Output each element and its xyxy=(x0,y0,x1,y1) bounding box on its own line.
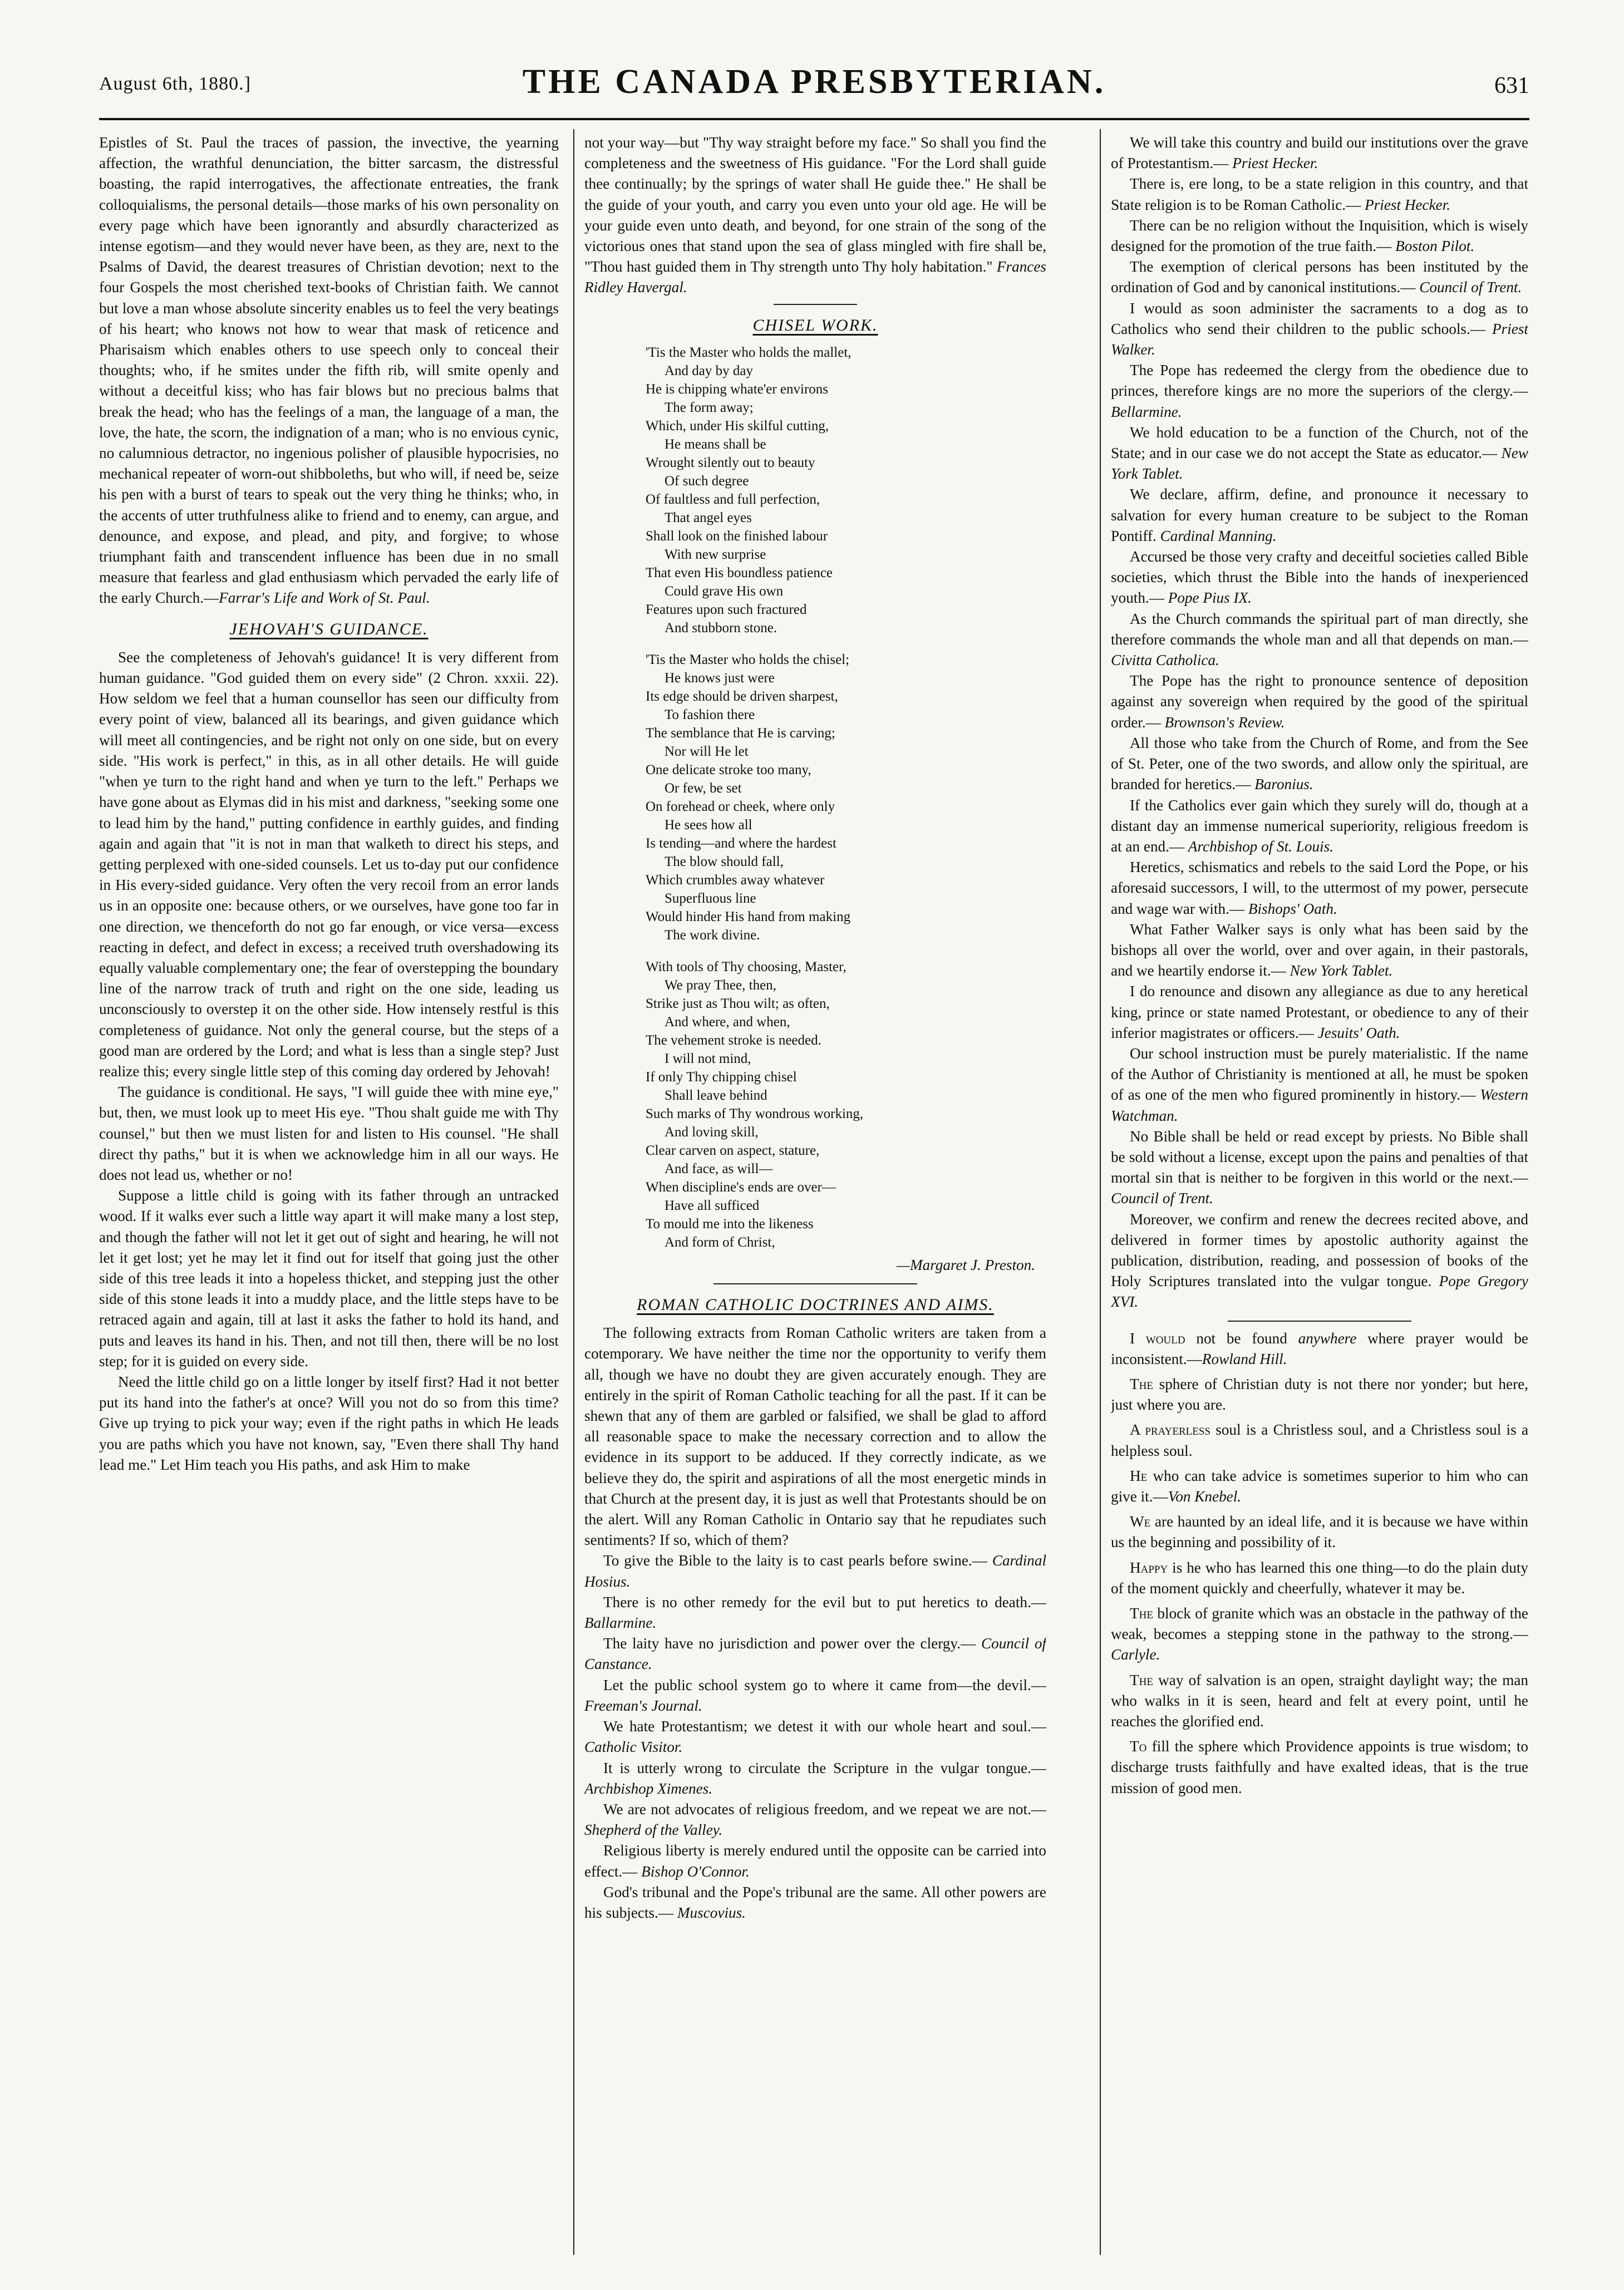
quote-paragraph: We will take this country and build our institutions over the grave of Protestantism.— Priest Hecker. xyxy=(1111,134,1528,172)
quote-paragraph: We are not advocates of religious freedom, and we repeat we are not.— Shepherd of the Valley. xyxy=(584,1800,1046,1839)
poem-line: To mould me into the likeness xyxy=(646,1216,814,1232)
column-2 xyxy=(584,132,1046,2247)
maxim-paragraph: The sphere of Christian duty is not there nor yonder; but here, just where you are. xyxy=(1111,1375,1528,1414)
quote-paragraph: What Father Walker says is only what has been said by the bishops all over the world, over and over again, in their pastorals, and we heartily endorse it.— New York Tablet. xyxy=(1111,920,1528,979)
paragraph: Suppose a little child is going with its father through an untracked wood. If it walks ever such a little way apart it will make many a lost step, and though the father will not let it get out of sight and hearing, he will not let it get lost; yet he may let it find out for itself that going just the other side of this tree leads it into a hopeless thicket, and stepping just the other side of this stone leads it into a muddy place, and the little steps have to be retraced again and again, till at last it asks the father to hold its hand, and puts and leaves its hand in his. Then, and not till then, there will be no lost step; for it is guided on every side. xyxy=(99,1187,559,1370)
section-rule xyxy=(774,304,857,305)
source-citation: Civitta Catholica. xyxy=(1111,652,1219,669)
poem-line: If only Thy chipping chisel xyxy=(646,1069,797,1085)
quote-list xyxy=(584,1550,1046,1923)
quote-paragraph: The exemption of clerical persons has been instituted by the ordination of God and by canonical institutions.— Council of Trent. xyxy=(1111,258,1528,296)
paragraph: not your way—but "Thy way straight before my face." So shall you find the completeness and the sweetness of His guidance. "For the Lord shall guide thee continually; by the springs of water shall He guide thee." He shall be the guide of your youth, and carry you even unto your old age. He will be your guide even unto death, and beyond, for one strain of the song of the victorious ones that stand upon the sea of glass mingled with fire shall be, "Thou hast guided them in Thy strength unto Thy holy habitation." Frances Ridley Havergal. xyxy=(584,134,1046,296)
quote-paragraph: All those who take from the Church of Rome, and from the See of St. Peter, one of the two swords, and allow only the spiritual, are branded for heretics.— Baronius. xyxy=(1111,734,1528,793)
quote-paragraph: We hold education to be a function of the Church, not of the State; and in our case we do not accept the State as educator.— New York Tablet. xyxy=(1111,423,1528,482)
source-citation: Shepherd of the Valley. xyxy=(584,1821,723,1839)
poem-line: He means shall be xyxy=(665,436,766,452)
source-citation: Council of Trent. xyxy=(1111,1190,1214,1207)
page-number: 631 xyxy=(1494,73,1529,99)
source-citation: Frances Ridley Havergal. xyxy=(584,258,1046,296)
poem-line: Of such degree xyxy=(665,473,749,489)
poem-line: And day by day xyxy=(665,363,753,378)
poem-line: Could grave His own xyxy=(665,583,784,599)
poem-line: We pray Thee, then, xyxy=(665,977,776,993)
poem-line: Is tending—and where the hardest xyxy=(646,835,836,851)
maxim-paragraph: The block of granite which was an obstacle in the pathway of the weak, becomes a stepping stone in the pathway to the strong.—Carlyle. xyxy=(1111,1605,1528,1663)
quote-list xyxy=(1111,132,1528,1313)
source-citation: Brownson's Review. xyxy=(1164,713,1285,731)
paragraph: See the completeness of Jehovah's guidance! It is very different from human guidance. "God guided them on every side" (2 Chron. xxxii. 22). How seldom we feel that a human counsellor has seen our difficulty from every point of view, balanced all its bearings, and given guidance which will meet all contingencies, and be right not only on one side, but on every side. "His work is perfect," in this, as in all other details. He will guide "when ye turn to the right hand and when ye turn to the left." Perhaps we have gone about as Elymas did in his mist and darkness, "seeking some one to lead him by the hand," putting confidence in earthly guides, and finding again and again that "it is not in man that walketh to direct his steps, and getting perplexed with one-sided counsels. Let us to-day put our confidence in His every-sided guidance. Very often the very recoil from an error lands us in an opposite one: because others, or we ourselves, have gone too far in one direction, we thenceforth do not go far enough, or vice versa—excess reacting in defect, and defect in excess; a received truth overshadowing its equally valuable complementary one; the fear of overstepping the boundary line of the narrow track of truth and right on the one side, leading us unconsciously to overstep it on the other side. How intensely restful is this completeness of guidance. Not only the general course, but the steps of a good man are ordered by the Lord; and what is less than a single step? Just realize this; every single little step of this coming day ordered by Jehovah! xyxy=(99,648,559,1080)
poem-line: Its edge should be driven sharpest, xyxy=(646,688,838,704)
source-citation: Pope Pius IX. xyxy=(1168,589,1252,607)
poem-line: Clear carven on aspect, stature, xyxy=(646,1142,820,1158)
poem-line: 'Tis the Master who holds the mallet, xyxy=(646,344,852,360)
source-citation: Archbishop Ximenes. xyxy=(584,1780,713,1797)
maxim-list xyxy=(1111,1328,1528,1799)
poem-line: Shall look on the finished labour xyxy=(646,528,828,544)
poem-line: The form away; xyxy=(665,400,754,415)
poem-line: And face, as will— xyxy=(665,1161,773,1176)
poem-line: And stubborn stone. xyxy=(665,620,777,636)
source-citation: Baronius. xyxy=(1254,776,1313,793)
source-citation: Cardinal Manning. xyxy=(1160,527,1277,544)
source-citation: Pope Gregory XVI. xyxy=(1111,1273,1528,1311)
maxim-paragraph: A prayerless soul is a Christless soul, and a Christless soul is a helpless soul. xyxy=(1111,1421,1528,1459)
source-citation: Catholic Visitor. xyxy=(584,1739,683,1756)
poem-line: 'Tis the Master who holds the chisel; xyxy=(646,652,850,667)
column-1 xyxy=(99,132,559,2247)
poem-line: I will not mind, xyxy=(665,1051,751,1066)
quote-paragraph: Accursed be those very crafty and deceitful societies called Bible societies, which thrust the Bible into the hands of inexperienced youth.— Pope Pius IX. xyxy=(1111,548,1528,607)
source-citation: Priest Hecker. xyxy=(1365,196,1451,213)
source-citation: New York Tablet. xyxy=(1290,962,1393,979)
section-rule xyxy=(713,1283,917,1284)
poem-line: Of faultless and full perfection, xyxy=(646,491,820,507)
source-citation: Bellarmine. xyxy=(1111,403,1182,420)
source-citation: Cardinal Hosius. xyxy=(584,1552,1046,1590)
column-3 xyxy=(1111,132,1528,2247)
poem-line: Such marks of Thy wondrous working, xyxy=(646,1106,864,1121)
section-rule xyxy=(1228,1321,1411,1322)
maxim-paragraph: The way of salvation is an open, straight daylight way; the man who walks in it is seen, heard and felt at every point, until he reaches the glorified end. xyxy=(1111,1671,1528,1730)
quote-paragraph: No Bible shall be held or read except by priests. No Bible shall be sold without a license, except upon the pains and penalties of that mortal sin that is neither to be forgiven in this world or the next.— Council of Trent. xyxy=(1111,1127,1528,1207)
article-heading: JEHOVAH'S GUIDANCE. xyxy=(229,619,429,638)
quote-paragraph: If the Catholics ever gain which they surely will do, though at a distant day an immense numerical superiority, religious freedom is at an end.— Archbishop of St. Louis. xyxy=(1111,796,1528,855)
quote-paragraph: Our school instruction must be purely materialistic. If the name of the Author of Christianity is mentioned at all, he must be spoken of as one of the men who figured prominently in history.— Western Watchman. xyxy=(1111,1045,1528,1124)
article-heading: ROMAN CATHOLIC DOCTRINES AND AIMS. xyxy=(637,1296,994,1314)
poem-line: Nor will He let xyxy=(665,743,749,759)
source-citation: Farrar's Life and Work of St. Paul. xyxy=(219,589,430,607)
paragraph: Epistles of St. Paul the traces of passion, the invective, the yearning affection, the wrathful denunciation, the bitter sarcasm, the distressful boasting, the rapid interrogatives, the affectionate entreaties, the frank colloquialisms, the personal details—those marks of his own personality on every page which have been ignorantly and absurdly characterized as intense egotism—and they would never have been, as they are, next to the Psalms of David, the dearest treasures of Christian devotion; next to the four Gospels the most cherished text-books of Christian faith. We cannot but love a man whose absolute sincerity enables us to feel the very beatings of his heart; who knows not how to wear that mask of reticence and Pharisaism which enables others to use speech only to conceal their thoughts; who, if he smites under the fifth rib, will smite openly and without a deceitful kiss; who has fair blows but no precious balms that break the head; who has the feelings of a man, the language of a man, the love, the hate, the scorn, the indignation of a man; who is no envious cynic, no calumnious detractor, no ingenious polisher of plausible hypocrisies, no mechanical repeater of worn-out shibboleths, but who will, if need be, seize his pen with a burst of tears to speak out the very thing he thinks; who, in the accents of utter truthfulness alike to friend and to enemy, can argue, and denounce, and expose, and plead, and pity, and forgive; to whose triumphant faith and transcendent influence has been due in no small measure that fearless and glad enthusiasm which pervaded the early life of the early Church.—Farrar's Life and Work of St. Paul. xyxy=(99,134,559,607)
column-divider xyxy=(1100,129,1101,2255)
quote-paragraph: It is utterly wrong to circulate the Scripture in the vulgar tongue.— Archbishop Ximenes. xyxy=(584,1759,1046,1797)
maxim-paragraph: Happy is he who has learned this one thing—to do the plain duty of the moment quickly and cheerfully, whatever it may be. xyxy=(1111,1559,1528,1597)
poem-line: Features upon such fractured xyxy=(646,602,807,617)
quote-paragraph: To give the Bible to the laity is to cast pearls before swine.— Cardinal Hosius. xyxy=(584,1552,1046,1590)
quote-paragraph: The Pope has redeemed the clergy from the obedience due to princes, therefore kings are no more the superiors of the clergy.— Bellarmine. xyxy=(1111,362,1528,420)
poem-line: And form of Christ, xyxy=(665,1234,775,1250)
quote-paragraph: I do renounce and disown any allegiance as due to any heretical king, prince or state named Protestant, or obedience to any of their inferior magistrates or officers.— Jesuits' Oath. xyxy=(1111,983,1528,1041)
quote-paragraph: The laity have no jurisdiction and power over the clergy.— Council of Canstance. xyxy=(584,1635,1046,1673)
source-citation: Council of Trent. xyxy=(1419,279,1522,296)
poem-line: With new surprise xyxy=(665,546,766,562)
poem-line: Shall leave behind xyxy=(665,1087,767,1103)
source-citation: Western Watchman. xyxy=(1111,1086,1528,1124)
quote-paragraph: There can be no religion without the Inquisition, which is wisely designed for the promotion of the true faith.— Boston Pilot. xyxy=(1111,216,1528,255)
source-citation: Muscovius. xyxy=(677,1904,746,1921)
source-citation: New York Tablet. xyxy=(1111,445,1528,482)
poem-signature: —Margaret J. Preston. xyxy=(896,1256,1035,1273)
poem-line: Wrought silently out to beauty xyxy=(646,455,815,470)
paragraph: The guidance is conditional. He says, "I will guide thee with mine eye," but, then, we must look up to meet His eye. "Thou shalt guide me with Thy counsel," but then we must listen for and listen to His counsel. "He shall direct thy paths," but it is when we acknowledge him in all our ways. He does not lead us, whether or no! xyxy=(99,1084,559,1183)
quote-paragraph: Religious liberty is merely endured until the opposite can be carried into effect.— Bishop O'Connor. xyxy=(584,1842,1046,1880)
poem-line: One delicate stroke too many, xyxy=(646,762,811,777)
poem-heading: CHISEL WORK. xyxy=(752,316,878,334)
source-citation: Ballarmine. xyxy=(584,1614,657,1632)
poem-line: The vehement stroke is needed. xyxy=(646,1032,821,1048)
poem-line: And where, and when, xyxy=(665,1014,790,1030)
quote-paragraph: Moreover, we confirm and renew the decrees recited above, and delivered in former times by apostolic authority against the publication, distribution, reading, and possession of books of the Holy Scriptures translated into the vulgar tongue. Pope Gregory XVI. xyxy=(1111,1210,1528,1311)
poem-line: The work divine. xyxy=(665,927,760,943)
poem-line: Which, under His skilful cutting, xyxy=(646,418,829,434)
poem-chisel-work xyxy=(646,343,1046,1252)
source-citation: Von Knebel. xyxy=(1168,1488,1242,1505)
source-citation: Bishop O'Connor. xyxy=(641,1863,750,1880)
source-citation: Priest Walker. xyxy=(1111,320,1528,358)
source-citation: Council of Canstance. xyxy=(584,1635,1046,1673)
source-citation: Jesuits' Oath. xyxy=(1317,1024,1400,1041)
quote-paragraph: Let the public school system go to where it came from—the devil.— Freeman's Journal. xyxy=(584,1676,1046,1714)
poem-line: That even His boundless patience xyxy=(646,565,833,580)
poem-line: He knows just were xyxy=(665,670,775,686)
quote-paragraph: As the Church commands the spiritual part of man directly, she therefore commands the whole man and all that depends on man.— Civitta Catholica. xyxy=(1111,610,1528,669)
poem-line: And loving skill, xyxy=(665,1124,759,1140)
masthead-title: THE CANADA PRESBYTERIAN. xyxy=(522,63,1106,101)
poem-line: He sees how all xyxy=(665,817,752,833)
poem-line: Superfluous line xyxy=(665,890,756,906)
poem-line: The semblance that He is carving; xyxy=(646,725,835,741)
source-citation: Boston Pilot. xyxy=(1395,238,1475,255)
maxim-paragraph: We are haunted by an ideal life, and it is because we have within us the beginning and possibility of it. xyxy=(1111,1513,1528,1551)
source-citation: Rowland Hill. xyxy=(1202,1350,1287,1367)
poem-line: Have all sufficed xyxy=(665,1198,760,1213)
poem-line: Would hinder His hand from making xyxy=(646,909,851,924)
quote-paragraph: God's tribunal and the Pope's tribunal are the same. All other powers are his subjects.— Muscovius. xyxy=(584,1883,1046,1921)
quote-paragraph: I would as soon administer the sacraments to a dog as to Catholics who send their children to the public schools.— Priest Walker. xyxy=(1111,299,1528,358)
column-divider xyxy=(573,129,574,2255)
maxim-paragraph: To fill the sphere which Providence appoints is true wisdom; to discharge trusts faithfully and have exalted ideas, that is the true mission of good men. xyxy=(1111,1738,1528,1796)
issue-date: August 6th, 1880.] xyxy=(99,73,251,94)
poem-line: With tools of Thy choosing, Master, xyxy=(646,959,847,974)
quote-paragraph: The Pope has the right to pronounce sentence of deposition against any sovereign when required by the good of the spiritual order.— Brownson's Review. xyxy=(1111,672,1528,731)
maxim-paragraph: I would not be found anywhere where prayer would be inconsistent.—Rowland Hill. xyxy=(1111,1329,1528,1367)
source-citation: Carlyle. xyxy=(1111,1646,1160,1663)
poem-line: Which crumbles away whatever xyxy=(646,872,825,888)
poem-line: Or few, be set xyxy=(665,780,742,796)
poem-line: On forehead or cheek, where only xyxy=(646,799,835,814)
poem-line: When discipline's ends are over— xyxy=(646,1179,836,1195)
poem-line: To fashion there xyxy=(665,707,755,722)
quote-paragraph: Heretics, schismatics and rebels to the said Lord the Pope, or his aforesaid successors, I will, to the uttermost of my power, persecute and wage war with.— Bishops' Oath. xyxy=(1111,859,1528,917)
maxim-paragraph: He who can take advice is sometimes superior to him who can give it.—Von Knebel. xyxy=(1111,1467,1528,1505)
paragraph: Need the little child go on a little longer by itself first? Had it not better put its hand into the father's at once? Will you not do so from this time? Give up trying to pick your way; even if the right paths in which He leads you are paths which you have not known, say, "Even there shall Thy hand lead me." Let Him teach you His paths, and ask Him to make xyxy=(99,1373,559,1473)
quote-paragraph: We declare, affirm, define, and pronounce it necessary to salvation for every human creature to be subject to the Roman Pontiff. Cardinal Manning. xyxy=(1111,486,1528,544)
source-citation: Freeman's Journal. xyxy=(584,1697,702,1714)
source-citation: Priest Hecker. xyxy=(1232,155,1318,172)
quote-paragraph: We hate Protestantism; we detest it with our whole heart and soul.— Catholic Visitor. xyxy=(584,1718,1046,1756)
source-citation: Archbishop of St. Louis. xyxy=(1188,838,1333,855)
quote-paragraph: There is, ere long, to be a state religion in this country, and that State religion is to be Roman Catholic.— Priest Hecker. xyxy=(1111,175,1528,213)
header-rule xyxy=(99,118,1529,120)
poem-line: Strike just as Thou wilt; as often, xyxy=(646,996,830,1011)
poem-line: The blow should fall, xyxy=(665,854,784,869)
poem-line: He is chipping whate'er environs xyxy=(646,381,829,397)
paragraph: The following extracts from Roman Catholic writers are taken from a cotemporary. We have neither the time nor the opportunity to verify them all, though we have no doubt they are given accurately enough. They are entirely in the spirit of Roman Catholic teaching for all the past. If it can be shewn that any of them are garbled or falsified, we shall be glad to afford all reasonable space to make the necessary correction and to allow the evidence in its support to be adduced. If they correctly indicate, as we believe they do, the spirit and aspirations of all the most energetic minds in that Church at the present day, it is just as well that Protestants should be on the alert. Will any Roman Catholic in Ontario say that he repudiates such sentiments? If so, which of them? xyxy=(584,1324,1046,1549)
source-citation: Bishops' Oath. xyxy=(1248,900,1337,917)
poem-line: That angel eyes xyxy=(665,510,752,525)
page-header xyxy=(99,62,1529,112)
quote-paragraph: There is no other remedy for the evil but to put heretics to death.— Ballarmine. xyxy=(584,1593,1046,1632)
